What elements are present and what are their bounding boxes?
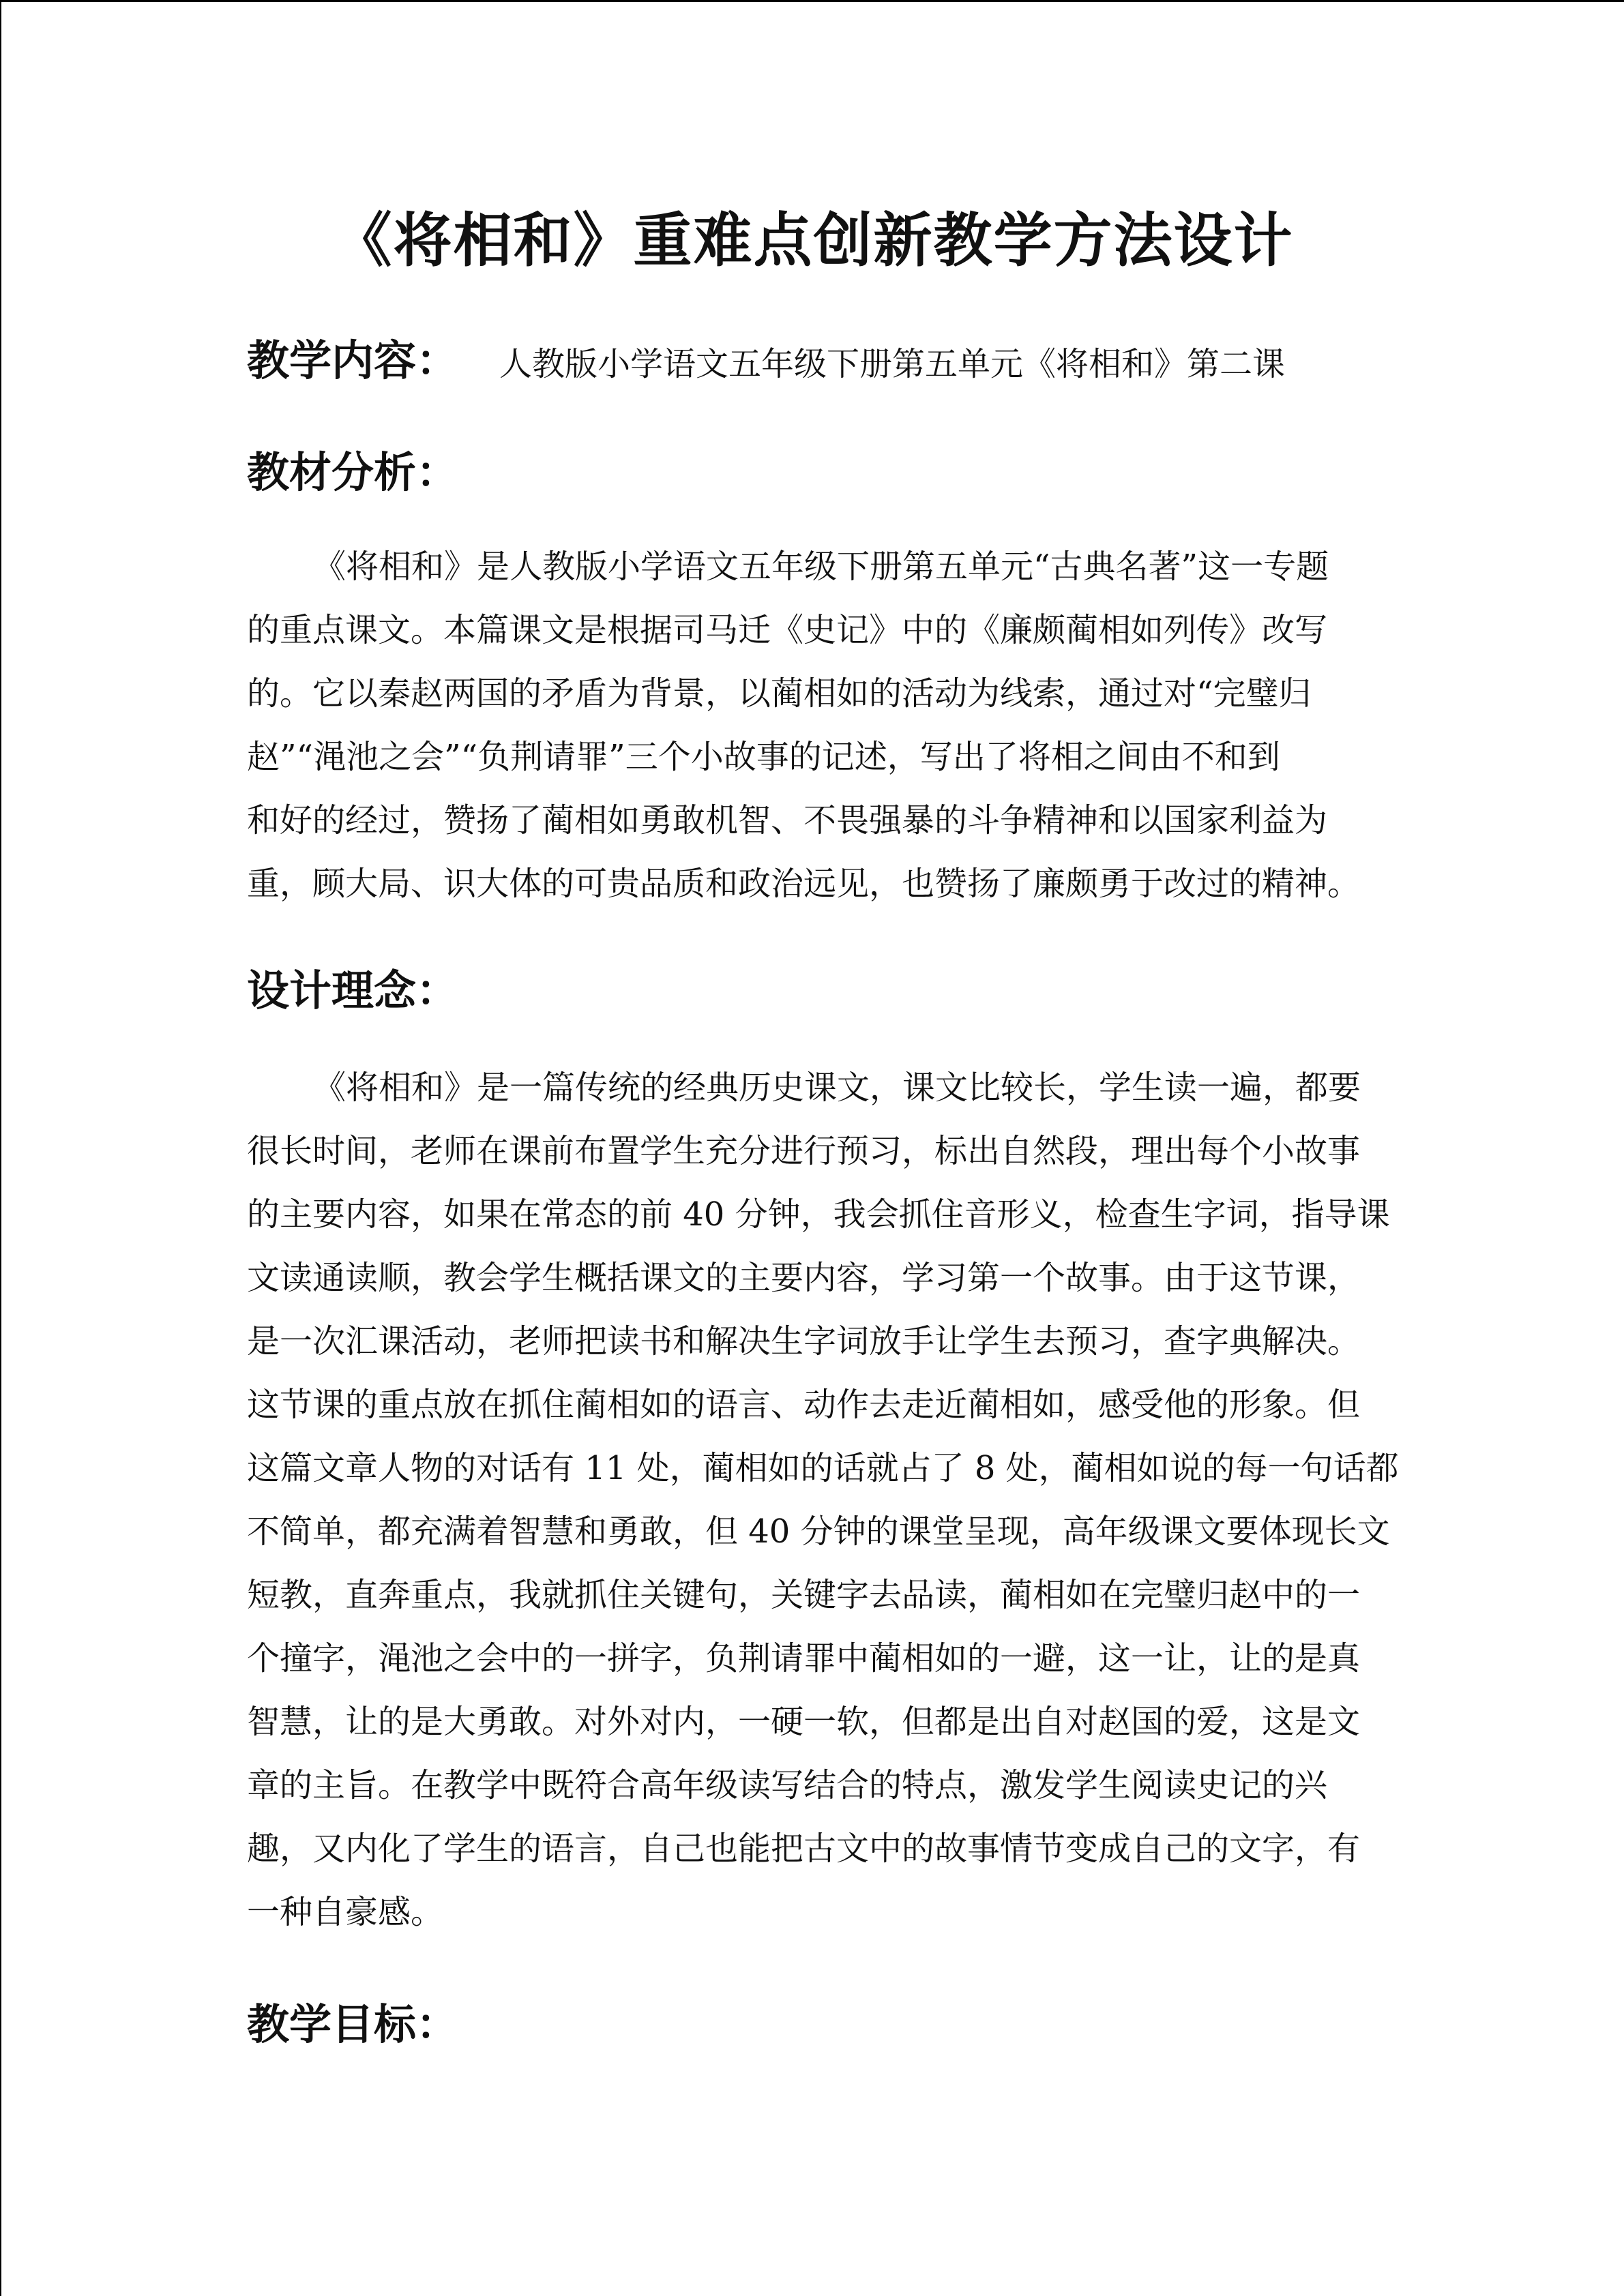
material-analysis-line: 的重点课文。本篇课文是根据司马迁《史记》中的《廉颇蔺相如列传》改写 [247, 611, 1328, 649]
design-concept-line: 个撞字，渑池之会中的一拼字，负荆请罪中蔺相如的一避，这一让，让的是真 [247, 1639, 1361, 1678]
material-analysis-line: 的。它以秦赵两国的矛盾为背景，以蔺相如的活动为线索，通过对“完璧归 [247, 674, 1312, 713]
material-analysis-body [247, 535, 1379, 916]
design-concept-line: 是一次汇课活动，老师把读书和解决生字词放手让学生去预习，查字典解决。 [247, 1322, 1361, 1360]
material-analysis-line: 赵”“渑池之会”“负荆请罪”三个小故事的记述，写出了将相之间由不和到 [247, 738, 1280, 776]
design-concept-line: 不简单，都充满着智慧和勇敢，但 40 分钟的课堂呈现，高年级课文要体现长文 [247, 1512, 1390, 1551]
material-analysis-line: 《将相和》是人教版小学语文五年级下册第五单元“古典名著”这一专题 [313, 548, 1329, 586]
design-concept-line: 这篇文章人物的对话有 11 处，蔺相如的话就占了 8 处，蔺相如说的每一句话都 [247, 1449, 1399, 1487]
design-concept-body [247, 1056, 1399, 1944]
teaching-goals-heading: 教学目标： [247, 1999, 459, 2049]
teaching-content-row [247, 328, 1406, 404]
design-concept-line: 趣，又内化了学生的语言，自己也能把古文中的故事情节变成自己的文字，有 [247, 1830, 1361, 1868]
design-concept-line: 的主要内容，如果在常态的前 40 分钟，我会抓住音形义，检查生字词，指导课 [247, 1195, 1390, 1234]
design-concept-line: 智慧，让的是大勇敢。对外对内，一硬一软，但都是出自对赵国的爱，这是文 [247, 1703, 1361, 1741]
design-concept-line: 文读通读顺，教会学生概括课文的主要内容，学习第一个故事。由于这节课， [247, 1259, 1361, 1297]
design-concept-line: 短教，直奔重点，我就抓住关键句，关键字去品读，蔺相如在完璧归赵中的一 [247, 1576, 1361, 1614]
teaching-content-label: 教学内容： [247, 336, 459, 385]
design-concept-line: 这节课的重点放在抓住蔺相如的语言、动作去走近蔺相如，感受他的形象。但 [247, 1386, 1361, 1424]
design-concept-line: 章的主旨。在教学中既符合高年级读写结合的特点，激发学生阅读史记的兴 [247, 1766, 1328, 1804]
document-title: 《将相和》重难点创新教学方法设计 [333, 206, 1294, 275]
design-concept-line: 一种自豪感。 [247, 1893, 444, 1931]
teaching-content-value: 人教版小学语文五年级下册第五单元《将相和》第二课 [499, 345, 1286, 383]
design-concept-line: 很长时间，老师在课前布置学生充分进行预习，标出自然段，理出每个小故事 [247, 1132, 1361, 1170]
material-analysis-line: 和好的经过，赞扬了蔺相如勇敢机智、不畏强暴的斗争精神和以国家利益为 [247, 801, 1328, 839]
design-concept-line: 《将相和》是一篇传统的经典历史课文，课文比较长，学生读一遍，都要 [313, 1069, 1361, 1107]
material-analysis-line: 重，顾大局、识大体的可贵品质和政治远见，也赞扬了廉颇勇于改过的精神。 [247, 865, 1361, 903]
material-analysis-heading: 教材分析： [247, 447, 459, 497]
design-concept-heading: 设计理念： [247, 966, 459, 1015]
